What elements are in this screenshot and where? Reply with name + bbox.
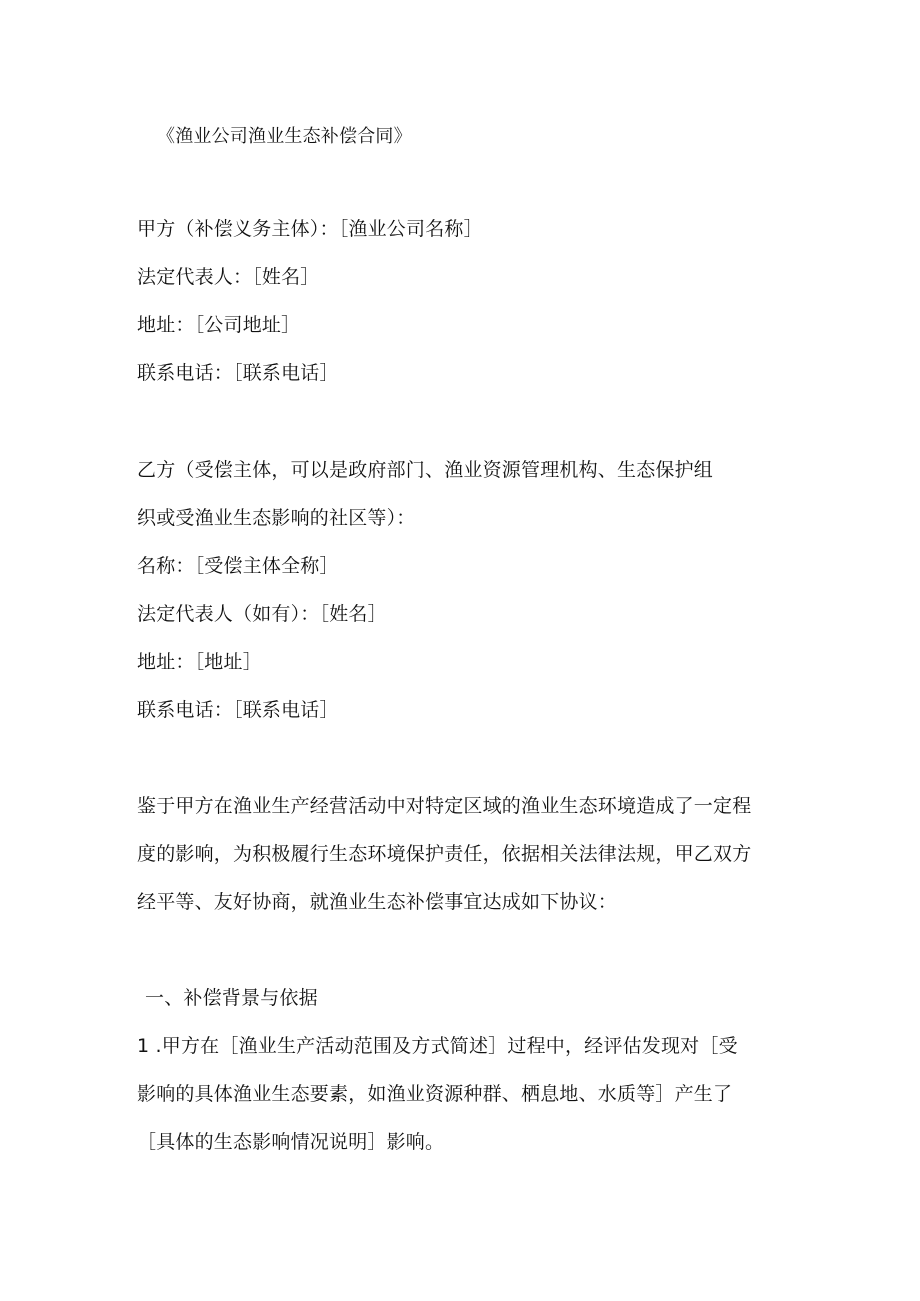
party-b-representative: 法定代表人（如有）：［姓名］ [137,603,387,625]
preamble-line-3: 经平等、友好协商，就渔业生态补偿事宜达成如下协议： [137,891,618,913]
document-title: 《渔业公司渔业生态补偿合同》 [157,126,412,147]
party-b-heading-line1: 乙方（受偿主体，可以是政府部门、渔业资源管理机构、生态保护组 [137,459,714,481]
party-a-phone: 联系电话：［联系电话］ [137,362,339,384]
clause-line-3: ［具体的生态影响情况说明］影响。 [137,1131,445,1153]
clause-line-2: 影响的具体渔业生态要素，如渔业资源种群、栖息地、水质等］产生了 [137,1083,733,1105]
party-b-address: 地址：［地址］ [137,651,262,673]
section-heading: 一、补偿背景与依据 [145,987,318,1009]
party-a-address: 地址：［公司地址］ [137,314,301,336]
party-a-representative: 法定代表人：［姓名］ [137,266,320,288]
party-a-heading: 甲方（补偿义务主体）：［渔业公司名称］ [137,218,483,240]
party-b-heading-line2: 织或受渔业生态影响的社区等）： [137,507,416,529]
party-b-phone: 联系电话：［联系电话］ [137,699,339,721]
preamble-line-2: 度的影响，为积极履行生态环境保护责任，依据相关法律法规，甲乙双方 [137,843,752,865]
preamble-line-1: 鉴于甲方在渔业生产经营活动中对特定区域的渔业生态环境造成了一定程 [137,795,752,817]
clause-line-1: 1 .甲方在［渔业生产活动范围及方式简述］过程中，经评估发现对［受 [137,1035,738,1057]
party-b-name: 名称：［受偿主体全称］ [137,555,339,577]
